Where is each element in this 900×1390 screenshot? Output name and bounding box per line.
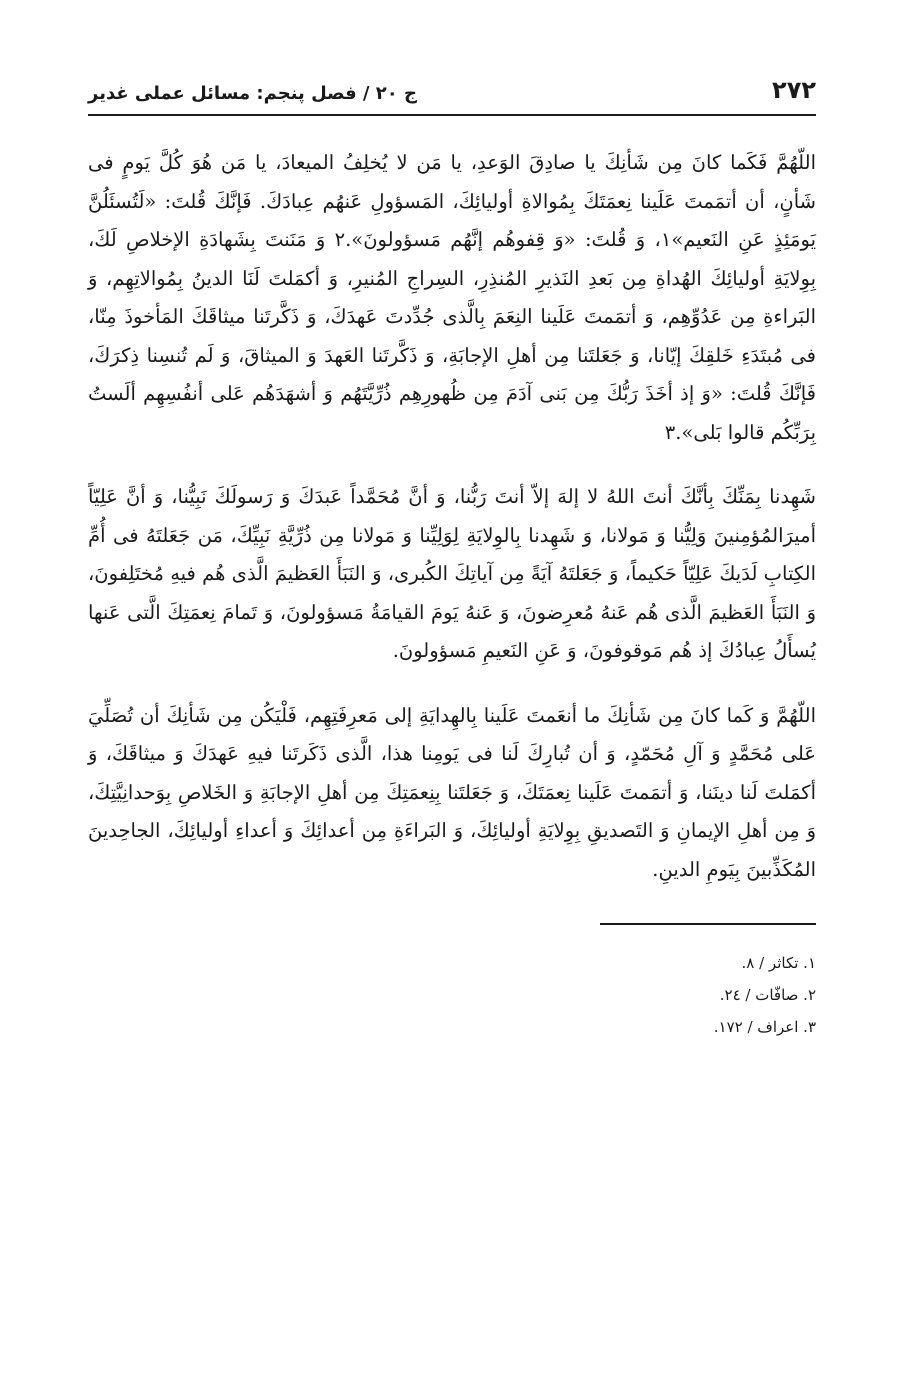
footnotes-list (88, 947, 816, 1043)
book-page (88, 64, 816, 1043)
prayer-paragraph-3: اللّهُمَّ وَ كَما كانَ مِن شَأنِكَ ما أنعَمتَ عَلَينا بِالهِدايَةِ إلى مَعرِفَتِهِم، فَلْيَكُن مِن شَأنِكَ أن تُصَلِّيَ عَلى مُحَمَّدٍ وَ آلِ مُحَمّدٍ، وَ أن تُبارِكَ لَنا فى يَومِنا هذا، الَّذى ذَكَرتَنا فيهِ عَهدَكَ وَ ميثاقَكَ، وَ أكمَلتَ لَنا دينَنا، وَ أتمَمتَ عَلَينا نِعمَتَكَ، وَ جَعَلتَنا بِنِعمَتِكَ مِن أهلِ الإجابَةِ وَ الخَلاصِ بِوَحدانِيَّتِكَ، وَ مِن أهلِ الإيمانِ وَ التَصديقِ بِوِلايَةِ أوليائِكَ، وَ البَراءَةِ مِن أعدائِكَ وَ أعداءِ أوليائِكَ، الجاحِدينَ المُكَذِّبينَ بِيَومِ الدينِ. (88, 703, 816, 881)
running-title: ج ٢٠ / فصل پنجم: مسائل عملی غدیر (88, 83, 418, 104)
footnote-3: ٣. اعراف / ١٧٢. (713, 1018, 816, 1036)
prayer-paragraph-2: شَهِدنا بِمَنِّكَ بِأنَّكَ أنتَ اللهُ لا إلهَ إلاّ أنتَ رَبُّنا، وَ أنَّ مُحَمَّداً عَبدَكَ وَ رَسولَكَ نَبِيُّنا، وَ أنَّ عَلِيّاً أميرَالمُؤمِنينَ وَلِيُّنا وَ مَولانا، وَ شَهِدنا بِالوِلايَةِ لِوَلِيِّنا وَ مَولانا مِن ذُرِّيَّةِ نَبِيِّكَ، مَن جَعَلتَهُ فى أُمِّ الكِتابِ لَدَيكَ عَلِيّاً حَكيماً، وَ جَعَلتَهُ آيَةً مِن آياتِكَ الكُبرى، وَ النَبَأَ العَظيمَ الَّذى هُم فيهِ مُختَلِفونَ، وَ النَبَأَ العَظيمَ الَّذى هُم عَنهُ مُعرِضونَ، وَ عَنهُ يَومَ القيامَةُ مَسؤولونَ، وَ تَمامَ نِعمَتِكَ الَّتى عَنها يُسأَلُ عِبادُكَ إذ هُم مَوقوفونَ، وَ عَنِ النَعيمِ مَسؤولونَ. (88, 485, 816, 662)
page-number: ٢٧٢ (772, 76, 816, 104)
footnote-divider (600, 923, 816, 925)
page-header (88, 64, 816, 116)
prayer-paragraph-1: اللّهُمَّ فَكَما كانَ مِن شَأنِكَ يا صادِقَ الوَعدِ، يا مَن لا يُخلِفُ الميعادَ، يا مَن هُوَ كُلَّ يَومٍ فى شَأنٍ، أن أتمَمتَ عَلَينا نِعمَتَكَ بِمُوالاةِ أوليائِكَ، المَسؤولِ عَنهُم عِبادَكَ. فَإنَّكَ قُلتَ: «لَتُسئَلُنَّ يَومَئِذٍ عَنِ النَعيم»١، وَ قُلتَ: «وَ قِفوهُم إنَّهُم مَسؤولونَ».٢ وَ مَنَنتَ بِشَهادَةِ الإخلاصِ لَكَ، بِوِلايَةِ أوليائِكَ الهُداةِ مِن بَعدِ النَذيرِ المُنذِرِ، السِراجِ المُنيرِ، وَ أكمَلتَ لَنَا الدينُ بِمُوالاتِهِم، وَ البَراءةِ مِن عَدُوِّهِم، وَ أتمَمتَ عَلَينا النِعَمَ بِالَّذى جُدِّدتَ عَهدَكَ، وَ ذَكَّرتَنا ميثاقَكَ المَأخوذَ مِنّا، فى مُبتَدَءِ خَلقِكَ إيّانا، وَ جَعَلتَنا مِن أهلِ الإجابَةِ، وَ ذَكَّرتَنا العَهدَ وَ الميثاقَ، وَ لَم تُنسِنا ذِكرَكَ، فَإنَّكَ قُلتَ: «وَ إذ أخَذَ رَبُّكَ مِن بَنى آدَمَ مِن ظُهورِهِم ذُرِّيَّتَهُم وَ أشهَدَهُم عَلى أنفُسِهِم ألَستُ بِرَبِّكُم قالوا بَلى».٣ (88, 151, 816, 444)
footnote-2: ٢. صافّات / ٢٤. (719, 986, 816, 1004)
footnote-1: ١. تكاثر / ٨. (741, 954, 816, 972)
body-text (88, 144, 816, 889)
